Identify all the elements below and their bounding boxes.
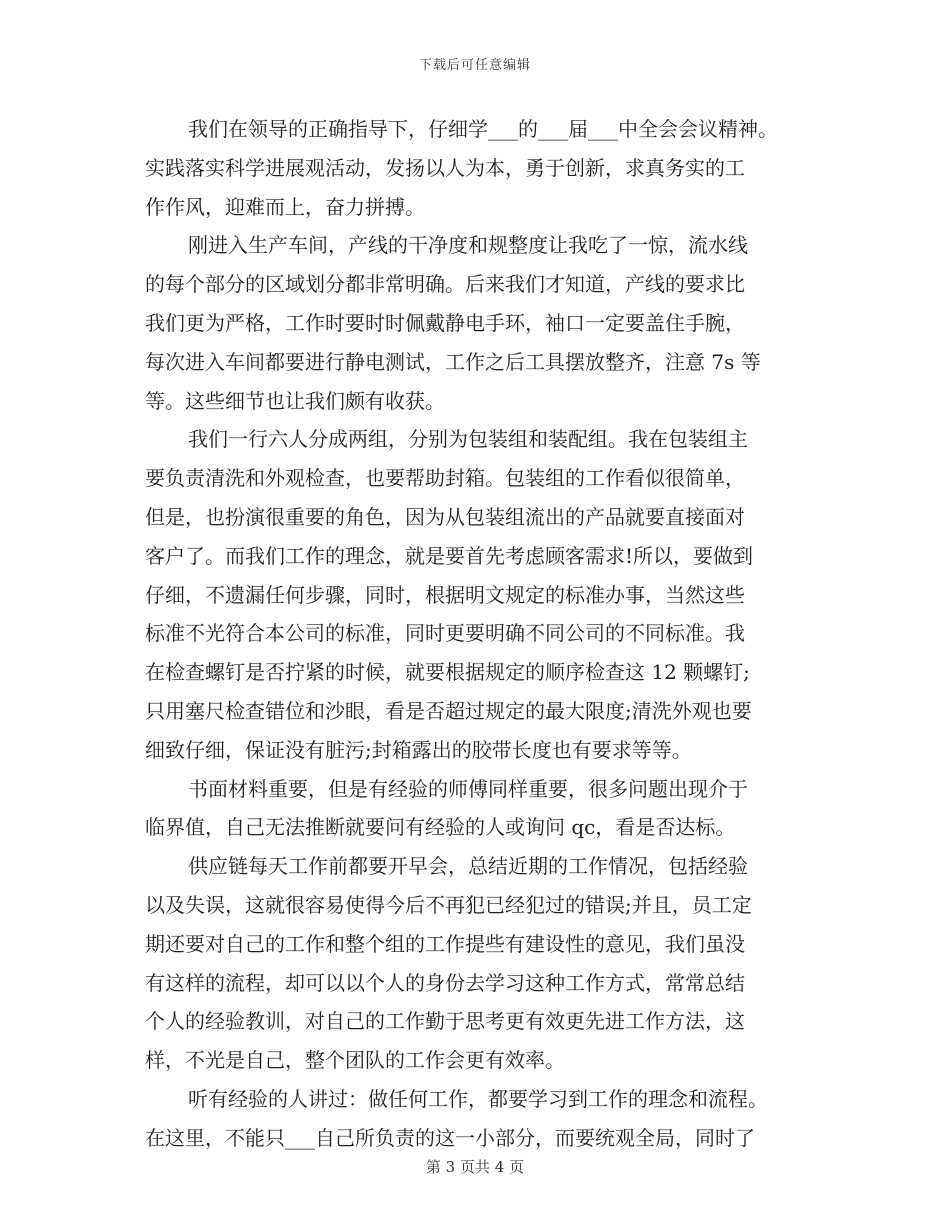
paragraph-line: 临界值，自己无法推断就要问有经验的人或询问 qc，看是否达标。 (145, 815, 736, 840)
paragraph-line: 只用塞尺检查错位和沙眼，看是否超过规定的最大限度;清洗外观也要 (145, 698, 752, 723)
document-body (145, 110, 810, 1158)
page-header: 下载后可任意编辑 (418, 58, 531, 73)
paragraph-line: 个人的经验教训，对自己的工作勤于思考更有效更先进工作方法，这 (145, 1009, 745, 1034)
paragraph-line: 书面材料重要，但是有经验的师傅同样重要，很多问题出现介于 (188, 776, 748, 801)
paragraph-line: 要负责清洗和外观检查，也要帮助封箱。包装组的工作看似很简单， (145, 466, 745, 491)
paragraph-line: 我们一行六人分成两组，分别为包装组和装配组。我在包装组主 (188, 427, 748, 452)
paragraph-line: 以及失误，这就很容易使得今后不再犯已经犯过的错误;并且，员工定 (145, 892, 752, 917)
paragraph-line: 我们在领导的正确指导下，仔细学___的___届___中全会会议精神。 (188, 117, 778, 141)
paragraph-line: 期还要对自己的工作和整个组的工作提些有建设性的意见，我们虽没 (145, 931, 745, 956)
paragraph-line: 听有经验的人讲过：做任何工作，都要学习到工作的理念和流程。 (188, 1086, 768, 1111)
paragraph-line: 供应链每天工作前都要开早会，总结近期的工作情况，包括经验 (188, 854, 748, 879)
paragraph-line: 的每个部分的区域划分都非常明确。后来我们才知道，产线的要求比 (145, 272, 745, 297)
paragraph-line: 等。这些细节也让我们颇有收获。 (145, 388, 445, 413)
paragraph-line: 样，不光是自己，整个团队的工作会更有效率。 (145, 1048, 565, 1073)
paragraph-line: 在这里，不能只___自己所负责的这一小部分，而要统观全局，同时了 (145, 1125, 755, 1150)
paragraph-line: 作作风，迎难而上，奋力拼搏。 (145, 194, 425, 219)
paragraph-line: 客户了。而我们工作的理念，就是要首先考虑顾客需求!所以，要做到 (145, 543, 754, 568)
paragraph-line: 但是，也扮演很重要的角色，因为从包装组流出的产品就要直接面对 (145, 504, 745, 529)
paragraph-line: 有这样的流程，却可以以个人的身份去学习这种工作方式，常常总结 (145, 970, 745, 995)
paragraph-line: 刚进入生产车间，产线的干净度和规整度让我吃了一惊，流水线 (188, 233, 748, 258)
paragraph-line: 每次进入车间都要进行静电测试，工作之后工具摆放整齐，注意 7s 等 (145, 349, 761, 374)
paragraph-line: 实践落实科学进展观活动，发扬以人为本，勇于创新，求真务实的工 (145, 155, 745, 180)
paragraph-line: 细致仔细，保证没有脏污;封箱露出的胶带长度也有要求等等。 (145, 737, 692, 762)
paragraph-line: 我们更为严格，工作时要时时佩戴静电手环，袖口一定要盖住手腕， (145, 310, 745, 335)
paragraph-line: 标准不光符合本公司的标准，同时更要明确不同公司的不同标准。我 (145, 621, 745, 646)
page-number: 第 3 页共 4 页 (425, 1158, 525, 1176)
paragraph-line: 仔细，不遗漏任何步骤，同时，根据明文规定的标准办事，当然这些 (145, 582, 745, 607)
paragraph-line: 在检查螺钉是否拧紧的时候，就要根据规定的顺序检查这 12 颗螺钉; (145, 660, 750, 685)
